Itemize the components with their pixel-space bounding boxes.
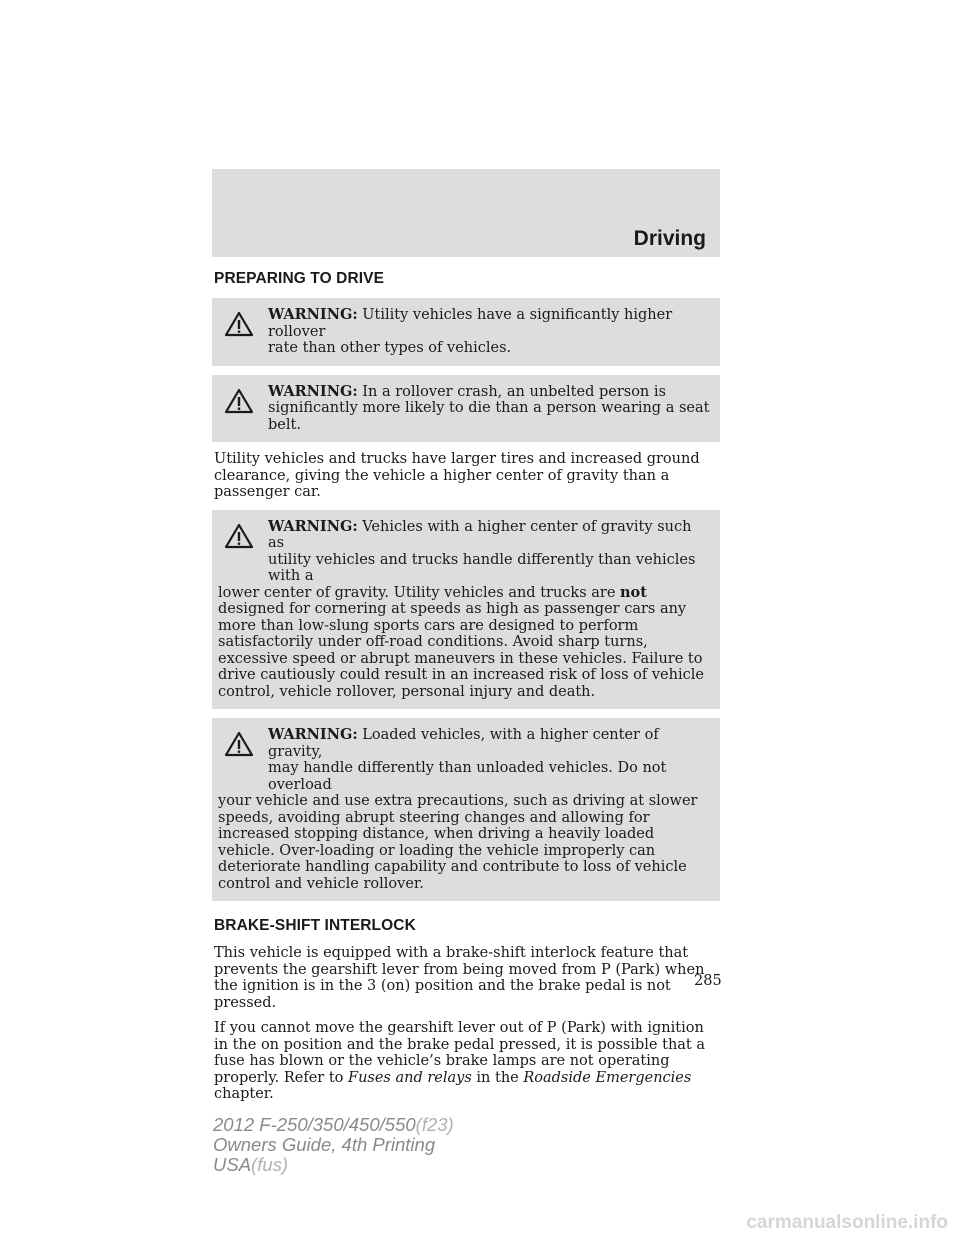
paragraph-text: chapter.: [214, 1086, 274, 1102]
warning-text: Loaded vehicles, with a higher center of gravity,: [268, 727, 659, 760]
paragraph-ground-clearance: Utility vehicles and trucks have larger tires and increased ground clearance, giving the vehicle a higher center of gravity than a passenger car.: [214, 451, 700, 500]
warning-text: may handle differently than unloaded vehicles. Do not overload: [268, 760, 667, 793]
warning-label: WARNING:: [268, 306, 358, 323]
warning-label: WARNING:: [268, 517, 358, 535]
warning-box-loaded-vehicles: [212, 718, 720, 901]
warning-triangle-icon: [224, 523, 254, 549]
warning-box-rollover-rate: [212, 298, 720, 366]
warning-text: Vehicles with a higher center of gravity such as: [268, 518, 692, 551]
footer-model: 2012 F-250/350/450/550: [213, 1114, 416, 1135]
paragraph-interlock-troubleshooting: [214, 1020, 720, 1103]
footer-model-code: (f23): [415, 1114, 454, 1135]
warning-text: Utility vehicles have a significantly higher rollover: [268, 307, 673, 340]
page-content: [212, 270, 720, 1112]
cross-reference-fuses: Fuses and relays: [348, 1069, 472, 1086]
section-header: [212, 169, 720, 257]
warning-text: your vehicle and use extra precautions, such as driving at slower speeds, avoiding abrupt steering changes and allowing for increased stopping distance, when driving a heavily loaded vehicle. Over-loading or loading the vehicle improperly can deteriorate handling capability and contribute to loss of vehicle control and vehicle rollover.: [218, 793, 698, 892]
warning-label: WARNING:: [268, 382, 358, 400]
heading-brake-shift-interlock: BRAKE-SHIFT INTERLOCK: [214, 917, 416, 934]
footer-guide: Owners Guide, 4th Printing: [213, 1134, 436, 1155]
warning-box-center-of-gravity: [212, 510, 720, 710]
warning-text: significantly more likely to die than a person wearing a seat belt.: [268, 400, 710, 433]
page-number: 285: [694, 973, 722, 989]
paragraph-text: in the: [476, 1069, 519, 1086]
warning-text: lower center of gravity. Utility vehicles and trucks are: [218, 584, 616, 601]
heading-preparing-to-drive: PREPARING TO DRIVE: [214, 270, 385, 287]
warning-text: rate than other types of vehicles.: [268, 340, 512, 356]
warning-box-seat-belt: [212, 375, 720, 443]
paragraph-text: If you cannot move the gearshift lever out of P (Park) with ignition in the on position and the brake pedal pressed, it is possible that a fuse has blown or the vehicle’s brake lamps are not operating properly. Refer to: [214, 1020, 706, 1086]
warning-label: WARNING:: [268, 726, 358, 743]
watermark: carmanualsonline.info: [746, 1212, 948, 1233]
cross-reference-chapter: Roadside Emergencies: [523, 1069, 692, 1086]
warning-triangle-icon: [224, 311, 254, 337]
warning-emphasis: not: [620, 583, 647, 601]
section-title: Driving: [633, 227, 706, 250]
footer-imprint: [213, 1115, 454, 1175]
warning-triangle-icon: [224, 388, 254, 414]
warning-text: designed for cornering at speeds as high as passenger cars any more than low-slung sports cars are designed to perform satisfactorily under off-road conditions. Avoid sharp turns, excessive speed or abrupt maneuvers in these vehicles. Failure to drive cautiously could result in an increased risk of loss of vehicle control, vehicle rollover, personal injury and death.: [218, 601, 704, 700]
warning-triangle-icon: [224, 731, 254, 757]
footer-market: USA: [213, 1154, 252, 1175]
paragraph-interlock-feature: This vehicle is equipped with a brake-shift interlock feature that prevents the gearshift lever from being moved from P (Park) when the ignition is in the 3 (on) position and the brake pedal is not pressed.: [214, 945, 705, 1011]
warning-text: In a rollover crash, an unbelted person is: [362, 383, 666, 400]
footer-market-code: (fus): [251, 1154, 289, 1175]
warning-text: utility vehicles and trucks handle differently than vehicles with a: [268, 551, 696, 584]
